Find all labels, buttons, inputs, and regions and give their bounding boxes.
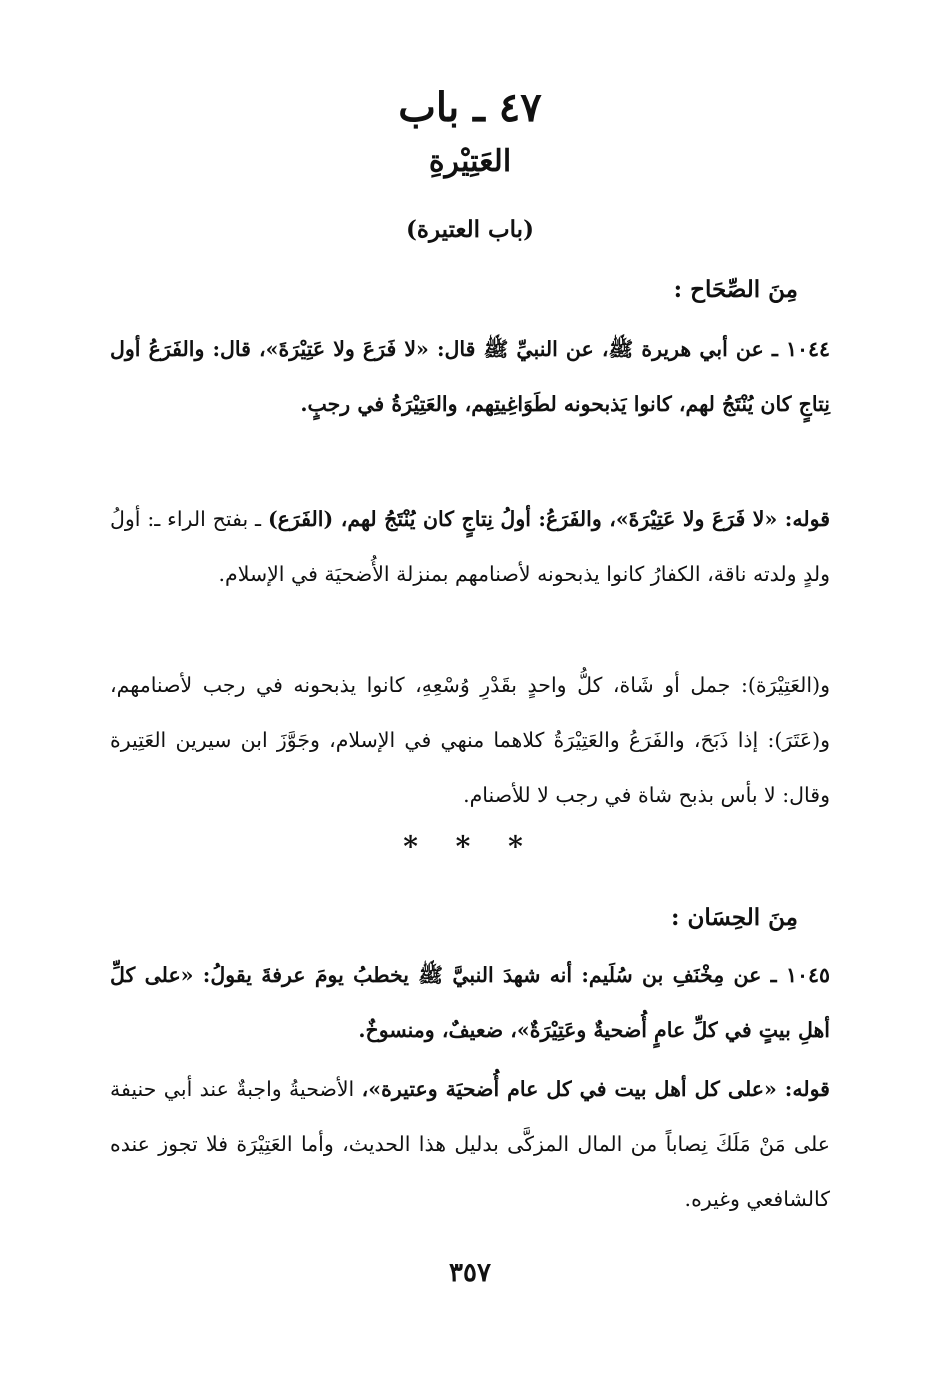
hadith-1045: ١٠٤٥ ـ عن مِخْنَفِ بن سُلَيم: أنه شهدَ النبيَّ ﷺ يخطبُ يومَ عرفةَ يقولُ: «على كلِّ أهلِ بيتٍ في كلِّ عامٍ أُضحيةٌ وعَتِيْرَةٌ»، ضعيفٌ، ومنسوخٌ.	[110, 963, 830, 1042]
section-heading-sihah: مِنَ الصِّحَاح :	[673, 276, 798, 303]
commentary-1044-b: و(العَتِيْرَة): جمل أو شَاة، كلُّ واحدٍ بقَدْرِ وُسْعِهِ، كانوا يذبحونه في رجب لأصنامهم، و(عَتَرَ): إذا ذَبَحَ، والفَرَعُ والعَتِيْرَةُ كلاهما منهي في الإسلام، وجَوَّزَ ابن سيرين العَتِيرة وقال: لا بأس بذبح شاة في رجب لا للأصنام.	[110, 673, 830, 807]
hadith-1044: ١٠٤٤ ـ عن أبي هريرة ﷺ، عن النبيِّ ﷺ قال: «لا فَرَعَ ولا عَتِيْرَةَ»، قال: والفَرَعُ أول نِتاجٍ كان يُنْتَجُ لهم، كانوا يَذبحونه لطَوَاغِيتِهم، والعَتِيْرَةُ في رجبٍ.	[110, 337, 830, 416]
commentary-1045	[110, 1062, 830, 1227]
section-heading-hisan: مِنَ الحِسَان :	[671, 904, 798, 931]
commentary-1045-text: الأضحيةُ واجبةٌ عند أبي حنيفة على مَنْ مَلَكَ نِصاباً من المال المزكَّى بدليل هذا الحديث، وأما العَتِيْرَة فلا تجوز عنده كالشافعي وغيره.	[110, 1077, 830, 1211]
commentary-1044-a	[110, 492, 830, 657]
commentary-1044-a-text: ـ بفتح الراء ـ: أولُ ولدٍ ولدته ناقة، الكفارُ كانوا يذبحونه لأصنامهم بمنزلة الأُضحيَة في الإسلام.	[110, 507, 830, 586]
chapter-number: ٤٧ ـ باب	[398, 84, 542, 131]
section-separator: * * *	[403, 830, 537, 863]
chapter-title: العَتِيْرةِ	[428, 144, 512, 179]
chapter-subtitle: (باب العتيرة)	[406, 216, 534, 243]
page-number: ٣٥٧	[449, 1258, 491, 1288]
commentary-1044-a-lead: قوله: «لا فَرَعَ ولا عَتِيْرَةَ»، والفَرَعُ: أولُ نِتاجٍ كان يُنْتَجُ لهم، (الفَرَع)	[267, 507, 830, 531]
commentary-1045-lead: قوله: «على كل أهل بيت في كل عام أُضحيَة وعتيرة»،	[361, 1077, 830, 1101]
